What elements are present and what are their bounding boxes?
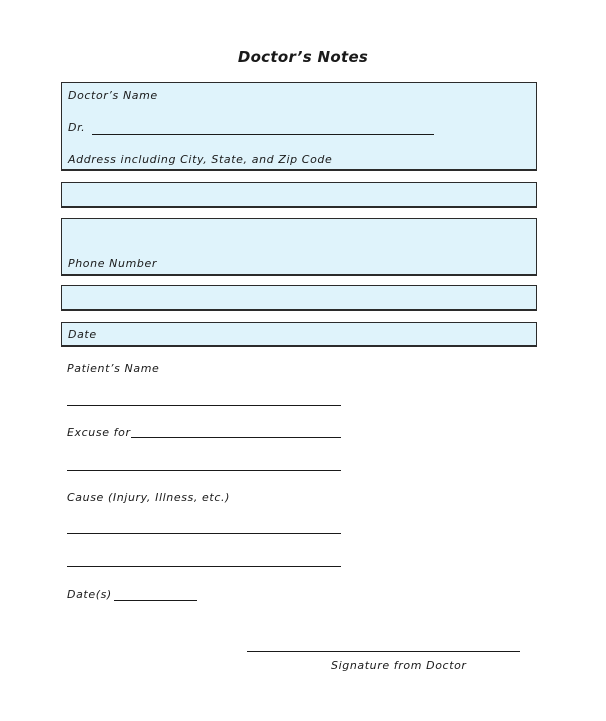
- page-title: Doctor’s Notes: [237, 48, 369, 66]
- cause-field-line-2[interactable]: [67, 566, 341, 567]
- address-field[interactable]: [61, 182, 537, 208]
- doctor-name-label: Doctor’s Name: [68, 89, 158, 102]
- phone-box: [61, 218, 537, 276]
- cause-field-line-1[interactable]: [67, 533, 341, 534]
- dates-label: Date(s): [67, 588, 112, 601]
- excuse-for-field-line-2[interactable]: [67, 470, 341, 471]
- signature-field[interactable]: [247, 651, 520, 652]
- doctor-name-field[interactable]: [92, 134, 434, 135]
- phone-field[interactable]: [61, 285, 537, 311]
- excuse-for-field[interactable]: [131, 437, 341, 438]
- patient-name-field[interactable]: [67, 405, 341, 406]
- date-label: Date: [68, 328, 97, 341]
- cause-label: Cause (Injury, Illness, etc.): [67, 491, 230, 504]
- date-box[interactable]: [61, 322, 537, 347]
- dr-prefix-label: Dr.: [68, 121, 86, 134]
- signature-label: Signature from Doctor: [331, 659, 467, 672]
- excuse-for-label: Excuse for: [67, 426, 131, 439]
- phone-label: Phone Number: [68, 257, 157, 270]
- doctor-info-box: [61, 82, 537, 171]
- address-label: Address including City, State, and Zip Code: [68, 153, 333, 166]
- dates-field[interactable]: [114, 600, 197, 601]
- patient-name-label: Patient’s Name: [67, 362, 160, 375]
